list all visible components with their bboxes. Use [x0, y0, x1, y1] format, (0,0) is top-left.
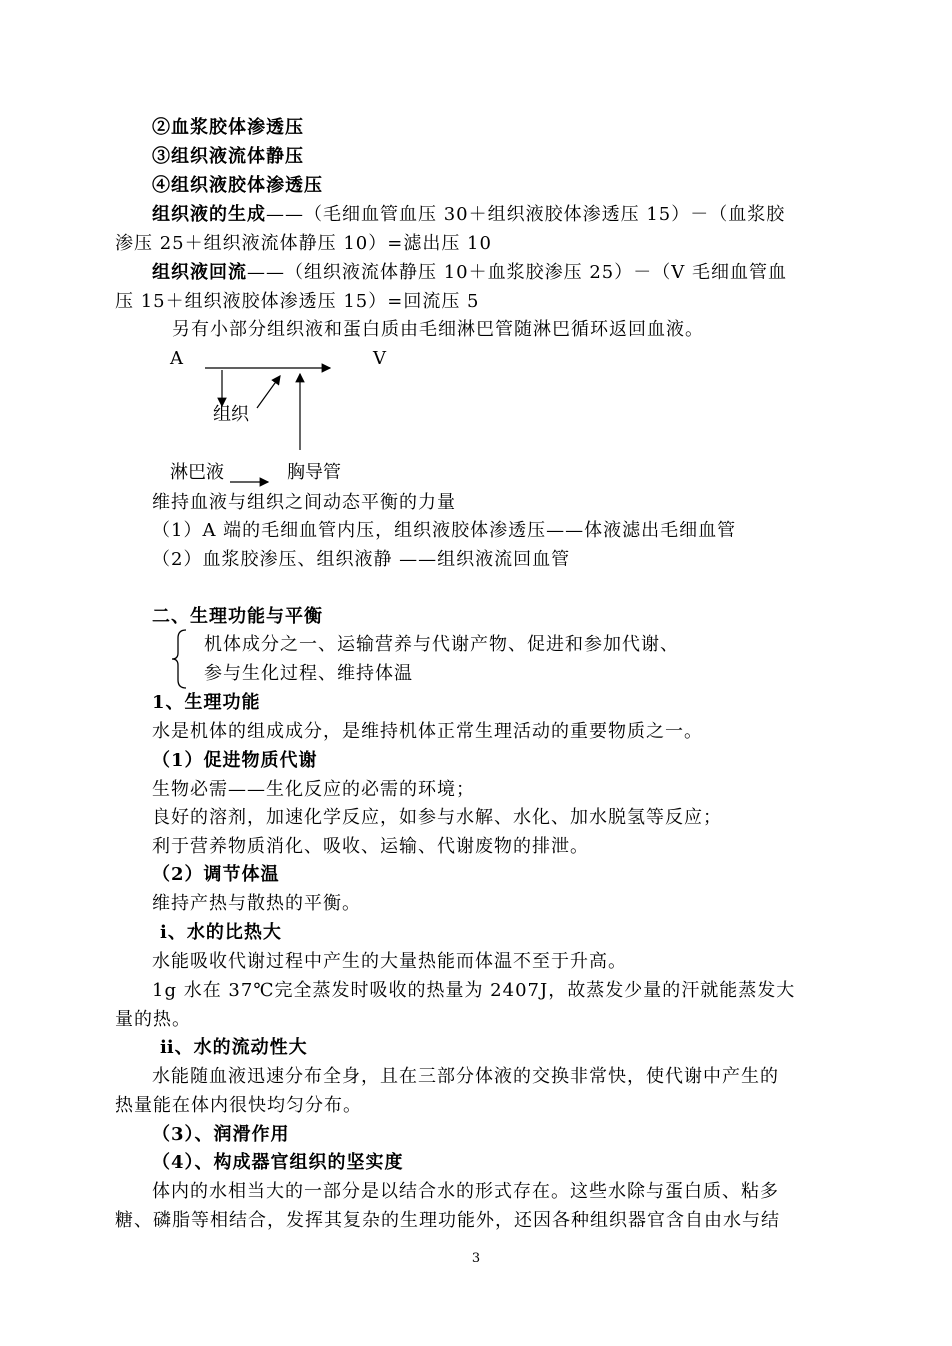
text-line: [152, 203, 785, 227]
text-line: 糖、磷脂等相结合，发挥其复杂的生理功能外，还因各种组织器官含自由水与结: [115, 1210, 780, 1231]
label-a: A: [170, 348, 183, 369]
text-line: 机体成分之一、运输营养与代谢产物、促进和参加代谢、: [204, 634, 679, 655]
label-lymph: 淋巴液: [170, 462, 224, 483]
text-line: （1）A 端的毛细血管内压，组织液胶体渗透压——体液滤出毛细血管: [152, 520, 737, 541]
text-line: 量的热。: [115, 1009, 191, 1030]
text-line: 维持产热与散热的平衡。: [152, 893, 361, 914]
subheading: （4）、构成器官组织的坚实度: [152, 1152, 404, 1173]
bold-term: 组织液回流: [152, 262, 247, 283]
text-line: 热量能在体内很快均匀分布。: [115, 1095, 362, 1116]
text-line: 体内的水相当大的一部分是以结合水的形式存在。这些水除与蛋白质、粘多: [152, 1181, 779, 1202]
section-heading: 二、生理功能与平衡: [152, 606, 323, 627]
curly-brace: [168, 628, 190, 690]
subheading: ⅰ、水的比热大: [160, 922, 282, 943]
page-number: 3: [471, 1251, 481, 1266]
text-line: 压 15＋组织液胶体渗透压 15）=回流压 5: [115, 291, 480, 312]
subheading: （1）促进物质代谢: [152, 750, 318, 771]
circulation-diagram: [160, 342, 390, 487]
text-span: ——（毛细血管血压 30＋组织液胶体渗透压 15）－（血浆胶: [266, 204, 786, 225]
subheading: （2）调节体温: [152, 864, 280, 885]
subheading: ⅱ、水的流动性大: [160, 1037, 308, 1058]
label-thoracic-duct: 胸导管: [287, 462, 341, 483]
text-line: ④组织液胶体渗透压: [152, 175, 323, 196]
text-line: 水能随血液迅速分布全身，且在三部分体液的交换非常快，使代谢中产生的: [152, 1066, 779, 1087]
label-v: V: [373, 348, 386, 369]
subheading: （3）、润滑作用: [152, 1124, 290, 1145]
subheading: 1、生理功能: [152, 692, 261, 713]
text-line: [152, 261, 787, 285]
text-line: 维持血液与组织之间动态平衡的力量: [152, 492, 456, 513]
bold-term: 组织液的生成: [152, 204, 266, 225]
text-line: （2）血浆胶渗压、组织液静 ——组织液流回血管: [152, 549, 571, 570]
text-line: 水能吸收代谢过程中产生的大量热能而体温不至于升高。: [152, 951, 627, 972]
label-tissue: 组织: [213, 404, 249, 425]
text-line: 参与生化过程、维持体温: [204, 663, 413, 684]
text-line: ②血浆胶体渗透压: [152, 117, 304, 138]
text-line: 1g 水在 37℃完全蒸发时吸收的热量为 2407J，故蒸发少量的汗就能蒸发大: [152, 980, 796, 1001]
text-line: 渗压 25＋组织液流体静压 10）=滤出压 10: [115, 233, 492, 254]
text-line: 水是机体的组成成分，是维持机体正常生理活动的重要物质之一。: [152, 721, 703, 742]
text-line: ③组织液流体静压: [152, 146, 304, 167]
text-line: 另有小部分组织液和蛋白质由毛细淋巴管随淋巴循环返回血液。: [172, 319, 704, 340]
text-span: ——（组织液流体静压 10＋血浆胶渗压 25）－（V 毛细血管血: [247, 262, 787, 283]
text-line: 良好的溶剂，加速化学反应，如参与水解、水化、加水脱氢等反应；: [152, 807, 722, 828]
text-line: 利于营养物质消化、吸收、运输、代谢废物的排泄。: [152, 836, 589, 857]
text-line: 生物必需——生化反应的必需的环境；: [152, 779, 475, 800]
